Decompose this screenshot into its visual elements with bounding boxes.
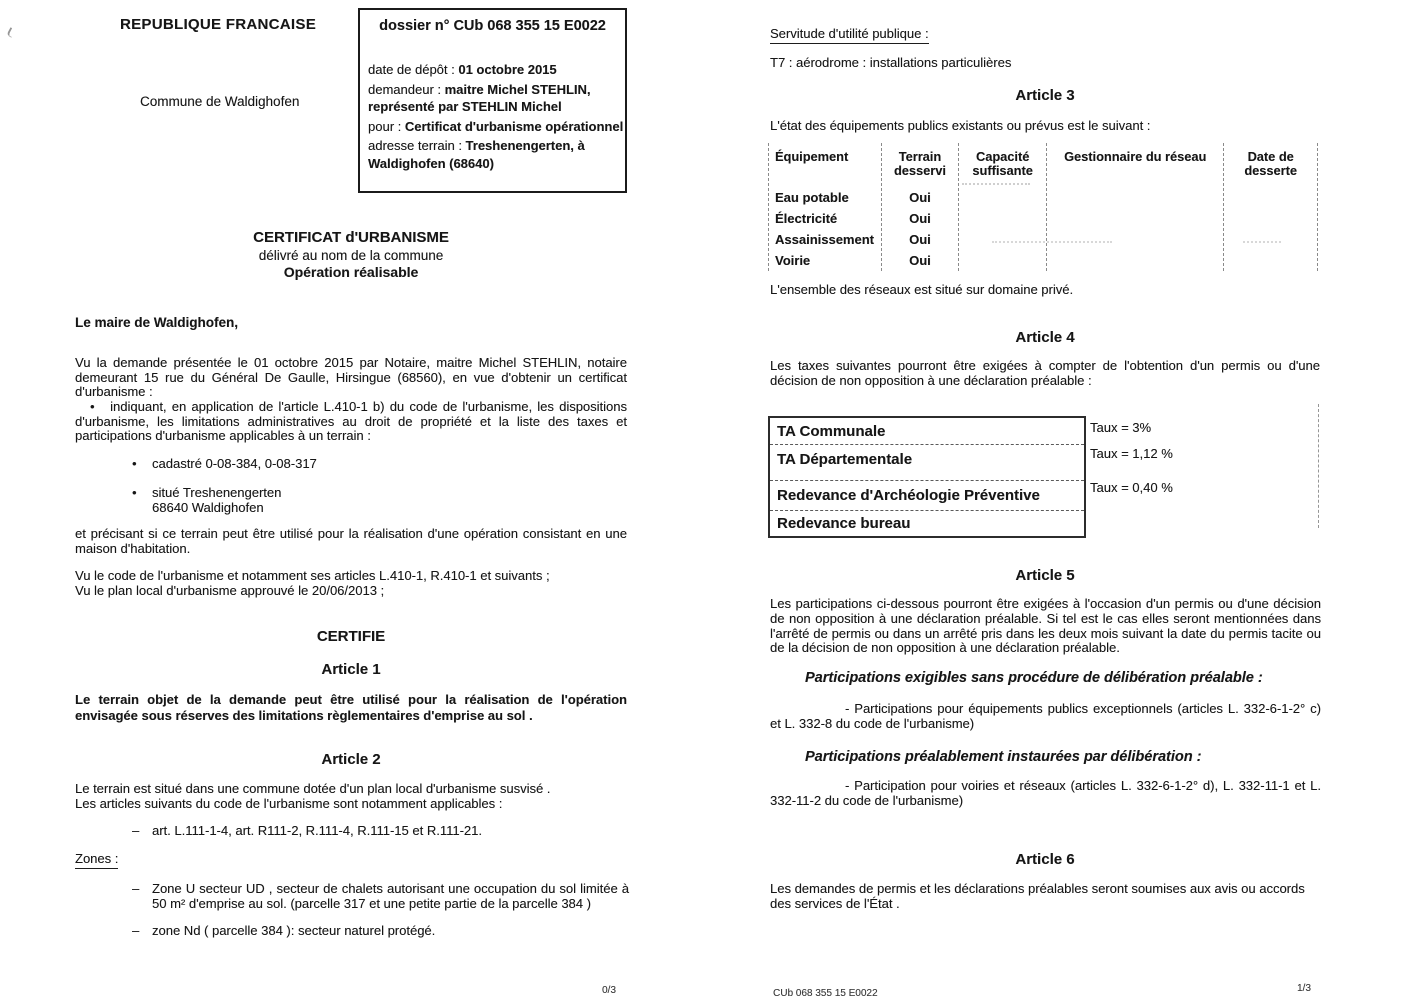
tax-row-redevance-archeologie xyxy=(770,480,1084,510)
vu-code-urbanisme: Vu le code de l'urbanisme et notamment ses articles L.410-1, R.410-1 et suivants ; xyxy=(75,568,550,583)
column-equipement xyxy=(769,143,881,271)
equipments-table xyxy=(768,143,1318,271)
dossier-pour-line xyxy=(368,118,624,136)
article5-body: Les participations ci-dessous pourront être exigées à l'occasion d'un permis ou d'une décision de non opposition à une déclaration préalable. Si tel est le cas elles seront mentionnées dans l'arrêté de permis ou dans un arrêté pris dans les deux mois suivant la date du permis tacite ou de la décision de non opposition à une déclaration préalable. xyxy=(770,596,1321,656)
article1-title: Article 1 xyxy=(321,661,381,678)
certificate-title: CERTIFICAT d'URBANISME xyxy=(253,229,449,246)
scan-artifact xyxy=(6,27,16,38)
table-row: Voirie xyxy=(775,253,811,268)
taux-redevance-archeologie: Taux = 0,40 % xyxy=(1090,480,1173,495)
participations-sub2-item: - Participation pour voiries et réseaux (articles L. 332-6-1-2° d), L. 332-11-1 et L. 332-11-2 du code de l'urbanisme) xyxy=(770,778,1321,808)
column-date-desserte xyxy=(1223,143,1317,271)
scan-artifact xyxy=(962,183,1030,185)
article4-intro: Les taxes suivantes pourront être exigées à compter de l'obtention d'un permis ou d'une décision de non opposition à une déclaration préalable : xyxy=(770,358,1320,388)
bullet-cadastre xyxy=(132,457,532,472)
republique-heading: REPUBLIQUE FRANCAISE xyxy=(120,16,317,33)
scan-artifact xyxy=(992,241,1112,243)
situe-line1: situé Treshenengerten xyxy=(152,485,282,500)
dossier-reference-box xyxy=(358,8,627,193)
table-cell xyxy=(1047,208,1223,229)
taux-ta-departementale: Taux = 1,12 % xyxy=(1090,446,1173,461)
article2-title: Article 2 xyxy=(321,751,381,768)
dossier-date-label: date de dépôt : xyxy=(368,62,459,77)
vu-plan-local: Vu le plan local d'urbanisme approuvé le 20/06/2013 ; xyxy=(75,582,385,598)
left-page-number: 0/3 xyxy=(602,985,616,996)
para-precisant: et précisant si ce terrain peut être utilisé pour la réalisation d'une opération consistant en une maison d'habitation. xyxy=(75,526,627,556)
table-cell xyxy=(959,187,1046,208)
dash-icon: – xyxy=(132,823,140,838)
article3-outro: L'ensemble des réseaux est situé sur domaine privé. xyxy=(770,282,1074,297)
column-capacite xyxy=(958,143,1046,271)
dossier-number: dossier n° CUb 068 355 15 E0022 xyxy=(379,18,606,34)
article1-body: Le terrain objet de la demande peut être utilisé pour la réalisation de l'opération envisagée sous réserves des limitations règlementaires d'emprise au sol . xyxy=(75,692,627,723)
article2-intro xyxy=(75,782,627,811)
dash-zone-nd-text: zone Nd ( parcelle 384 ): secteur naturel protégé. xyxy=(152,923,436,938)
article6-body: Les demandes de permis et les déclarations préalables seront soumises aux avis ou accords des services de l'État . xyxy=(770,881,1305,911)
table-cell xyxy=(959,208,1046,229)
dash-icon: – xyxy=(132,923,140,938)
participations-sub1-title: Participations exigibles sans procédure de délibération préalable : xyxy=(805,670,1263,686)
bullet-situe xyxy=(132,486,532,515)
header-capacite: Capacité suffisante xyxy=(972,149,1033,178)
scan-artifact xyxy=(1318,404,1319,528)
dossier-demandeur-value: maitre Michel STEHLIN, représenté par STEHLIN Michel xyxy=(368,81,591,114)
dossier-date-value: 01 octobre 2015 xyxy=(458,62,557,77)
dossier-pour-value: Certificat d'urbanisme opérationnel xyxy=(404,118,624,134)
certificate-decision: Opération réalisable xyxy=(283,264,419,280)
header-terrain-desservi: Terrain desservi xyxy=(893,149,946,178)
taux-ta-communale: Taux = 3% xyxy=(1090,420,1152,435)
para-vu-demande: Vu la demande présentée le 01 octobre 2015 par Notaire, maitre Michel STEHLIN, notaire demeurant 15 rue du Général De Gaulle, Hirsingue (68560), en vue d'obtenir un certificat d'urbanisme : xyxy=(75,355,627,400)
participations-sub2-title: Participations préalablement instaurées par délibération : xyxy=(805,749,1202,765)
maire-line: Le maire de Waldighofen, xyxy=(75,315,239,330)
dash-icon: – xyxy=(132,881,140,896)
tax-name: Redevance bureau xyxy=(777,515,911,532)
dossier-adresse-label: adresse terrain : xyxy=(368,138,466,153)
servitude-heading: Servitude d'utilité publique : xyxy=(770,27,929,44)
tax-name: TA Communale xyxy=(777,422,886,440)
zones-label: Zones : xyxy=(75,852,118,869)
table-cell xyxy=(1224,208,1317,229)
tax-row-ta-departementale xyxy=(770,444,1084,480)
participations-sub1-item: - Participations pour équipements publics exceptionnels (articles L. 332-6-1-2° c) et L. 332-8 du code de l'urbanisme) xyxy=(770,701,1321,731)
bullet-icon: • xyxy=(132,485,137,500)
tax-name: Redevance d'Archéologie Préventive xyxy=(777,487,1040,504)
dossier-demandeur-label: demandeur : xyxy=(368,81,445,97)
dossier-pour-label: pour : xyxy=(368,118,405,134)
dossier-demandeur-line xyxy=(368,81,617,116)
footer-dossier-ref: CUb 068 355 15 E0022 xyxy=(773,988,878,999)
column-gestionnaire xyxy=(1046,143,1223,271)
dash-articles-text: art. L.111-1-4, art. R111-2, R.111-4, R.111-15 et R.111-21. xyxy=(152,823,482,838)
servitude-t7: T7 : aérodrome : installations particulières xyxy=(770,55,1012,70)
article6-title: Article 6 xyxy=(1015,851,1075,868)
table-cell xyxy=(1047,229,1223,250)
certificate-title-block xyxy=(75,229,627,280)
table-cell xyxy=(959,250,1046,271)
vu-block xyxy=(75,569,627,598)
article3-intro: L'état des équipements publics existants ou prévus est le suivant : xyxy=(770,118,1151,133)
table-cell: Oui xyxy=(909,190,931,205)
table-cell: Oui xyxy=(909,232,931,247)
tax-name: TA Départementale xyxy=(777,451,913,468)
table-row: Assainissement xyxy=(775,232,874,247)
dossier-adresse-value: Treshenengerten, à Waldighofen (68640) xyxy=(368,138,585,171)
column-terrain-desservi xyxy=(881,143,959,271)
taxes-table xyxy=(768,416,1086,538)
commune-label: Commune de Waldighofen xyxy=(140,94,300,109)
table-row: Eau potable xyxy=(775,190,849,205)
bullet-indiquant: • indiquant, en application de l'article L.410-1 b) du code de l'urbanisme, les dispositions d'urbanisme, les limitations administratives au droit de propriété et la liste des taxes et participations d'urbanisme applicables à un terrain : xyxy=(75,400,627,444)
article4-title: Article 4 xyxy=(1015,329,1075,346)
table-cell xyxy=(1224,229,1317,250)
table-cell xyxy=(1047,187,1223,208)
dash-zone-nd-item xyxy=(132,924,629,939)
header-equipement: Équipement xyxy=(775,149,849,164)
table-cell: Oui xyxy=(909,253,931,268)
article2-line2: Les articles suivants du code de l'urbanisme sont notamment applicables : xyxy=(75,795,503,811)
bullet-icon: • xyxy=(132,456,137,471)
scan-artifact xyxy=(1243,241,1281,243)
dossier-date-line xyxy=(368,61,617,79)
article5-title: Article 5 xyxy=(1015,567,1075,584)
tax-row-redevance-bureau xyxy=(770,510,1084,536)
bullet-cadastre-text: cadastré 0-08-384, 0-08-317 xyxy=(152,456,317,471)
table-cell xyxy=(1047,250,1223,271)
right-page-number: 1/3 xyxy=(1297,983,1311,994)
header-gestionnaire: Gestionnaire du réseau xyxy=(1064,149,1207,164)
certificate-subtitle: délivré au nom de la commune xyxy=(258,248,444,263)
certifie-heading: CERTIFIE xyxy=(316,628,386,645)
table-cell xyxy=(1224,250,1317,271)
tax-row-ta-communale xyxy=(770,418,1084,444)
table-cell: Oui xyxy=(909,211,931,226)
table-cell xyxy=(1224,187,1317,208)
dash-articles-item xyxy=(132,824,627,839)
dossier-adresse-line xyxy=(368,137,617,172)
table-row: Électricité xyxy=(775,211,838,226)
bullet-situe-text xyxy=(152,486,281,515)
dash-zone-u-item xyxy=(132,881,629,911)
article3-title: Article 3 xyxy=(1015,87,1075,104)
table-cell xyxy=(959,229,1046,250)
dash-zone-u-text: Zone U secteur UD , secteur de chalets autorisant une occupation du sol limitée à 50 m² d'emprise au sol. (parcelle 317 et une petite partie de la parcelle 384 ) xyxy=(152,881,629,911)
header-date-desserte: Date de desserte xyxy=(1244,149,1298,178)
article2-line1: Le terrain est situé dans une commune dotée d'un plan local d'urbanisme susvisé . xyxy=(75,781,551,796)
situe-line2: 68640 Waldighofen xyxy=(152,499,264,515)
